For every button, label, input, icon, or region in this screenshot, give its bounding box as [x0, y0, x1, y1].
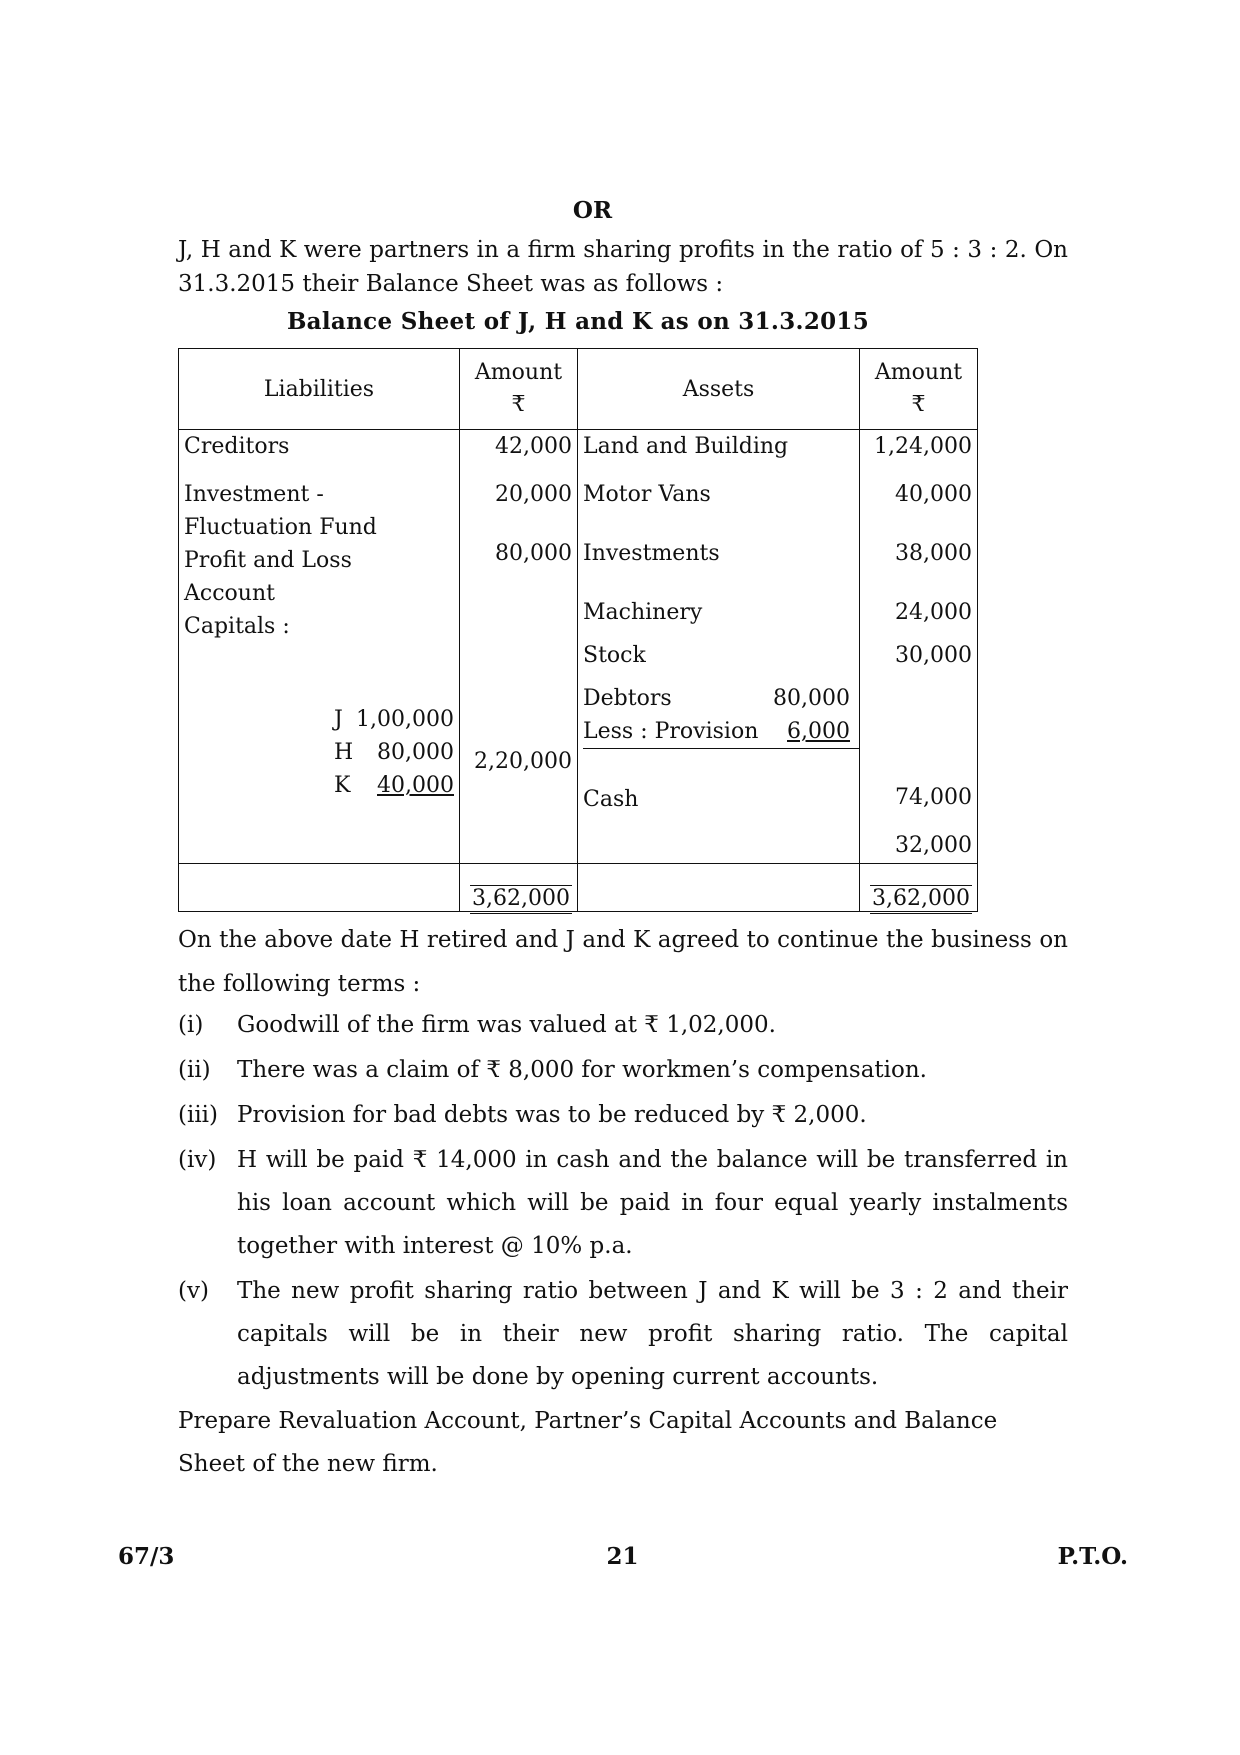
- cash-label: Cash: [583, 787, 639, 812]
- ifr-label-1: Investment -: [184, 482, 324, 507]
- assets-column: [578, 430, 860, 864]
- debtors-net-amount: 74,000: [895, 785, 972, 810]
- partner-row-h: [334, 736, 454, 769]
- term-label: (iii): [178, 1102, 219, 1128]
- motor-label: Motor Vans: [583, 482, 711, 507]
- term-item: [178, 1049, 1068, 1092]
- stock-label: Stock: [583, 643, 646, 668]
- provision-value: 6,000: [787, 719, 850, 744]
- debtors-label: Debtors: [583, 686, 672, 711]
- amount-label: Amount: [874, 360, 963, 385]
- question-intro: J, H and K were partners in a firm sharing profits in the ratio of 5 : 3 : 2. On 31.3.2015 their Balance Sheet was as follows :: [178, 237, 1068, 297]
- partner-name: K: [334, 773, 351, 798]
- term-text: H will be paid ₹ 14,000 in cash and the balance will be transferred in his loan account which will be paid in four equal yearly instalments together with interest @ 10% p.a.: [237, 1147, 1068, 1259]
- pl-label-2: Account: [184, 581, 275, 606]
- debtors-value: 80,000: [773, 686, 850, 711]
- balance-sheet-title: Balance Sheet of J, H and K as on 31.3.2015: [286, 308, 870, 335]
- balance-sheet-table: [178, 348, 978, 912]
- land-label: Land and Building: [583, 434, 789, 459]
- partner-value: 1,00,000: [356, 707, 454, 732]
- motor-amount: 40,000: [895, 482, 972, 507]
- total-blank-right: [578, 864, 860, 912]
- table-total-row: [179, 864, 978, 912]
- ifr-amount: 20,000: [495, 482, 572, 507]
- amount-header-right: [860, 349, 978, 430]
- liabilities-amount-column: [460, 430, 578, 864]
- pto-label: P.T.O.: [1057, 1543, 1128, 1570]
- term-text: Goodwill of the firm was valued at ₹ 1,02,000.: [237, 1012, 776, 1038]
- partner-name: J: [334, 707, 343, 732]
- term-text: There was a claim of ₹ 8,000 for workmen’s compensation.: [237, 1057, 927, 1083]
- page-number: 21: [606, 1543, 639, 1570]
- table-header-row: [179, 349, 978, 430]
- pl-amount: 80,000: [495, 541, 572, 566]
- provision-label: Less : Provision: [583, 719, 759, 744]
- partner-value: 80,000: [377, 740, 454, 765]
- term-item: [178, 1094, 1068, 1137]
- assets-amount-column: [860, 430, 978, 864]
- land-amount: 1,24,000: [874, 434, 972, 459]
- machinery-label: Machinery: [583, 600, 703, 625]
- machinery-amount: 24,000: [895, 600, 972, 625]
- debtors-row: [583, 682, 854, 715]
- creditors-amount: 42,000: [495, 434, 572, 459]
- assets-total-cell: [860, 864, 978, 912]
- rupee-symbol: ₹: [511, 392, 526, 417]
- term-item: [178, 1004, 1068, 1047]
- term-item: [178, 1270, 1068, 1399]
- partner-row-j: [334, 703, 454, 736]
- closing-instruction: Prepare Revaluation Account, Partner’s Capital Accounts and Balance Sheet of the new firm.: [178, 1408, 998, 1477]
- stock-amount: 30,000: [895, 643, 972, 668]
- term-text: Provision for bad debts was to be reduced by ₹ 2,000.: [237, 1102, 867, 1128]
- provision-row: [583, 715, 859, 749]
- paper-code: 67/3: [118, 1543, 175, 1570]
- amount-header-left: [460, 349, 578, 430]
- investments-label: Investments: [583, 541, 720, 566]
- term-label: (v): [178, 1278, 209, 1304]
- liabilities-total-cell: [460, 864, 578, 912]
- assets-header: Assets: [578, 349, 860, 430]
- total-blank-left: [179, 864, 460, 912]
- partner-row-k: [334, 769, 454, 802]
- term-item: [178, 1139, 1068, 1268]
- liabilities-header: Liabilities: [179, 349, 460, 430]
- investments-amount: 38,000: [895, 541, 972, 566]
- pl-label-1: Profit and Loss: [184, 548, 352, 573]
- assets-total: 3,62,000: [870, 885, 972, 914]
- or-heading: OR: [572, 197, 613, 224]
- partner-value: 40,000: [377, 773, 454, 798]
- capitals-amount: 2,20,000: [474, 749, 572, 774]
- partner-capitals: [184, 703, 454, 802]
- rupee-symbol: ₹: [911, 392, 926, 417]
- debtors-block: [583, 682, 854, 749]
- creditors-label: Creditors: [184, 434, 290, 459]
- term-label: (ii): [178, 1057, 211, 1083]
- term-label: (iv): [178, 1147, 217, 1173]
- liabilities-total: 3,62,000: [470, 885, 572, 914]
- cash-amount: 32,000: [895, 833, 972, 858]
- retirement-text: On the above date H retired and J and K agreed to continue the business on the following terms :: [178, 927, 1068, 997]
- ifr-label-2: Fluctuation Fund: [184, 515, 377, 540]
- capitals-label: Capitals :: [184, 614, 290, 639]
- table-body-row: [179, 430, 978, 864]
- term-label: (i): [178, 1012, 204, 1038]
- partner-name: H: [334, 740, 354, 765]
- term-text: The new profit sharing ratio between J and K will be 3 : 2 and their capitals will be in their new profit sharing ratio. The capital adjustments will be done by opening current accounts.: [237, 1278, 1068, 1390]
- liabilities-column: [179, 430, 460, 864]
- amount-label: Amount: [474, 360, 563, 385]
- terms-list: [178, 1004, 1068, 1401]
